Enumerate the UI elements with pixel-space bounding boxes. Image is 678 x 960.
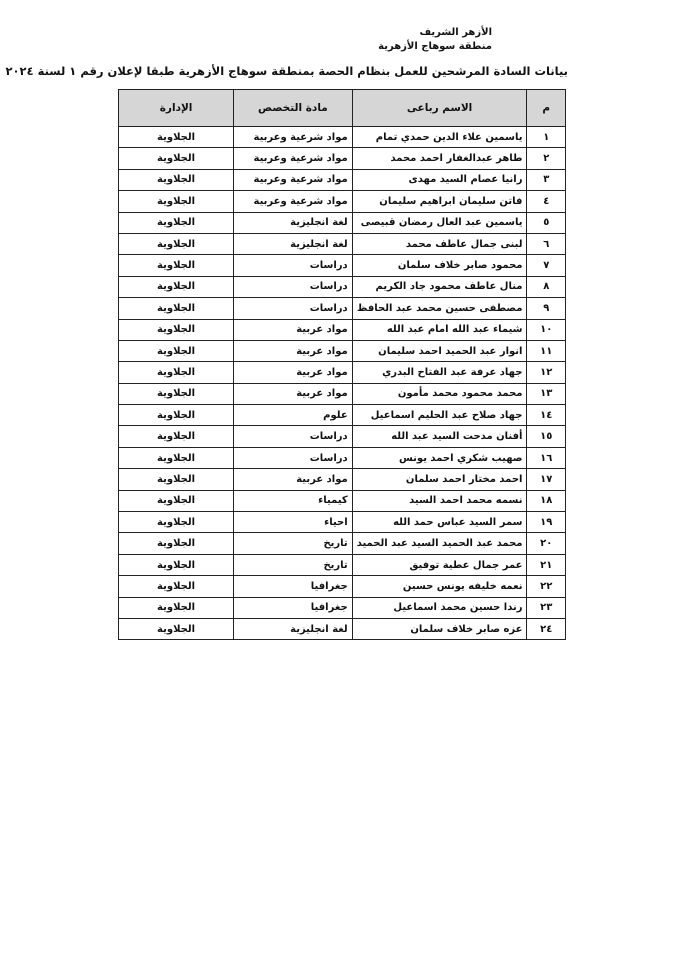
cell-number: ٢٤ (527, 618, 566, 639)
cell-administration: الجلاوية (119, 383, 234, 404)
cell-number: ١٧ (527, 469, 566, 490)
cell-administration: الجلاوية (119, 512, 234, 533)
cell-number: ١٥ (527, 426, 566, 447)
cell-administration: الجلاوية (119, 554, 234, 575)
cell-subject: مواد عربية (234, 340, 353, 361)
cell-name: طاهر عبدالغفار احمد محمد (352, 148, 527, 169)
cell-subject: دراسات (234, 447, 353, 468)
cell-administration: الجلاوية (119, 212, 234, 233)
cell-administration: الجلاوية (119, 426, 234, 447)
cell-name: صهيب شكري احمد يونس (352, 447, 527, 468)
cell-subject: تاريخ (234, 533, 353, 554)
cell-subject: مواد عربية (234, 469, 353, 490)
column-header-number: م (527, 90, 566, 127)
cell-subject: مواد شرعية وعربية (234, 148, 353, 169)
cell-administration: الجلاوية (119, 298, 234, 319)
cell-administration: الجلاوية (119, 618, 234, 639)
cell-number: ١٠ (527, 319, 566, 340)
cell-name: رانيا عصام السيد مهدى (352, 169, 527, 190)
table-row (119, 618, 566, 639)
cell-subject: جغرافيا (234, 597, 353, 618)
cell-subject: دراسات (234, 426, 353, 447)
cell-subject: دراسات (234, 255, 353, 276)
cell-name: أفنان مدحت السيد عبد الله (352, 426, 527, 447)
cell-administration: الجلاوية (119, 469, 234, 490)
cell-number: ٢٠ (527, 533, 566, 554)
cell-administration: الجلاوية (119, 148, 234, 169)
cell-subject: مواد عربية (234, 319, 353, 340)
cell-number: ٢ (527, 148, 566, 169)
cell-number: ٤ (527, 191, 566, 212)
cell-number: ٩ (527, 298, 566, 319)
institution-name: الأزهر الشريف (419, 27, 492, 38)
table-row (119, 362, 566, 383)
cell-name: جهاد عرفة عبد الفتاح البدري (352, 362, 527, 383)
cell-administration: الجلاوية (119, 169, 234, 190)
cell-name: فاتن سليمان ابراهيم سليمان (352, 191, 527, 212)
cell-number: ٣ (527, 169, 566, 190)
table-row (119, 233, 566, 254)
cell-number: ١٩ (527, 512, 566, 533)
cell-number: ١٤ (527, 405, 566, 426)
cell-administration: الجلاوية (119, 576, 234, 597)
cell-administration: الجلاوية (119, 127, 234, 148)
table-row (119, 576, 566, 597)
table-row (119, 148, 566, 169)
cell-number: ٥ (527, 212, 566, 233)
table-row (119, 426, 566, 447)
cell-subject: مواد عربية (234, 383, 353, 404)
table-row (119, 597, 566, 618)
cell-number: ١ (527, 127, 566, 148)
column-header-subject: مادة التخصص (234, 90, 353, 127)
table-row (119, 191, 566, 212)
cell-number: ٢٢ (527, 576, 566, 597)
cell-administration: الجلاوية (119, 490, 234, 511)
table-row (119, 469, 566, 490)
cell-name: منال عاطف محمود جاد الكريم (352, 276, 527, 297)
cell-name: مصطفى حسين محمد عبد الحافظ (352, 298, 527, 319)
table-row (119, 276, 566, 297)
cell-number: ١١ (527, 340, 566, 361)
table-row (119, 554, 566, 575)
cell-name: ياسمين عبد العال رمضان قبيصى (352, 212, 527, 233)
cell-subject: لغة انجليزية (234, 618, 353, 639)
column-header-name: الاسم رباعى (352, 90, 527, 127)
cell-administration: الجلاوية (119, 255, 234, 276)
cell-number: ٨ (527, 276, 566, 297)
table-row (119, 533, 566, 554)
cell-name: جهاد صلاح عبد الحليم اسماعيل (352, 405, 527, 426)
column-header-administration: الإدارة (119, 90, 234, 127)
cell-name: سمر السيد عباس حمد الله (352, 512, 527, 533)
cell-number: ١٦ (527, 447, 566, 468)
cell-name: احمد مختار احمد سلمان (352, 469, 527, 490)
table-row (119, 212, 566, 233)
cell-name: محمود صابر خلاف سلمان (352, 255, 527, 276)
cell-name: نسمه محمد احمد السيد (352, 490, 527, 511)
table-row (119, 340, 566, 361)
table-row (119, 127, 566, 148)
cell-administration: الجلاوية (119, 362, 234, 383)
cell-number: ١٣ (527, 383, 566, 404)
cell-name: عمر جمال عطية توفيق (352, 554, 527, 575)
cell-subject: احياء (234, 512, 353, 533)
cell-name: رندا حسين محمد اسماعيل (352, 597, 527, 618)
cell-administration: الجلاوية (119, 340, 234, 361)
cell-subject: مواد شرعية وعربية (234, 191, 353, 212)
table-row (119, 169, 566, 190)
table-row (119, 383, 566, 404)
region-name: منطقة سوهاج الأزهرية (378, 41, 492, 52)
table-row (119, 447, 566, 468)
cell-name: نعمه خليفه يونس حسين (352, 576, 527, 597)
table-row (119, 319, 566, 340)
cell-number: ٦ (527, 233, 566, 254)
cell-administration: الجلاوية (119, 233, 234, 254)
cell-name: شيماء عبد الله امام عبد الله (352, 319, 527, 340)
cell-name: ياسمين علاء الدين حمدي تمام (352, 127, 527, 148)
cell-number: ١٨ (527, 490, 566, 511)
cell-administration: الجلاوية (119, 597, 234, 618)
cell-name: لبنى جمال عاطف محمد (352, 233, 527, 254)
cell-name: محمد عبد الحميد السيد عبد الحميد (352, 533, 527, 554)
cell-subject: مواد شرعية وعربية (234, 127, 353, 148)
cell-administration: الجلاوية (119, 447, 234, 468)
document-title: بيانات السادة المرشحين للعمل بنظام الحصة بمنطقة سوهاج الأزهرية طبقا لإعلان رقم ١ لسنة ٢٠٢٤ (5, 64, 568, 78)
cell-subject: كيمياء (234, 490, 353, 511)
cell-administration: الجلاوية (119, 191, 234, 212)
cell-subject: مواد عربية (234, 362, 353, 383)
cell-subject: علوم (234, 405, 353, 426)
table-row (119, 298, 566, 319)
table-row (119, 405, 566, 426)
cell-subject: دراسات (234, 298, 353, 319)
cell-subject: تاريخ (234, 554, 353, 575)
table-row (119, 490, 566, 511)
cell-administration: الجلاوية (119, 319, 234, 340)
cell-administration: الجلاوية (119, 276, 234, 297)
cell-subject: جغرافيا (234, 576, 353, 597)
cell-administration: الجلاوية (119, 405, 234, 426)
table-row (119, 255, 566, 276)
cell-name: محمد محمود محمد مأمون (352, 383, 527, 404)
cell-number: ٢٣ (527, 597, 566, 618)
candidates-table (118, 89, 566, 640)
table-header-row (119, 90, 566, 127)
letterhead (378, 26, 492, 54)
cell-name: عزه صابر خلاف سلمان (352, 618, 527, 639)
cell-subject: لغة انجليزية (234, 233, 353, 254)
table-row (119, 512, 566, 533)
cell-number: ٧ (527, 255, 566, 276)
cell-subject: دراسات (234, 276, 353, 297)
cell-name: انوار عبد الحميد احمد سليمان (352, 340, 527, 361)
cell-administration: الجلاوية (119, 533, 234, 554)
cell-subject: لغة انجليزية (234, 212, 353, 233)
cell-number: ٢١ (527, 554, 566, 575)
cell-subject: مواد شرعية وعربية (234, 169, 353, 190)
cell-number: ١٢ (527, 362, 566, 383)
